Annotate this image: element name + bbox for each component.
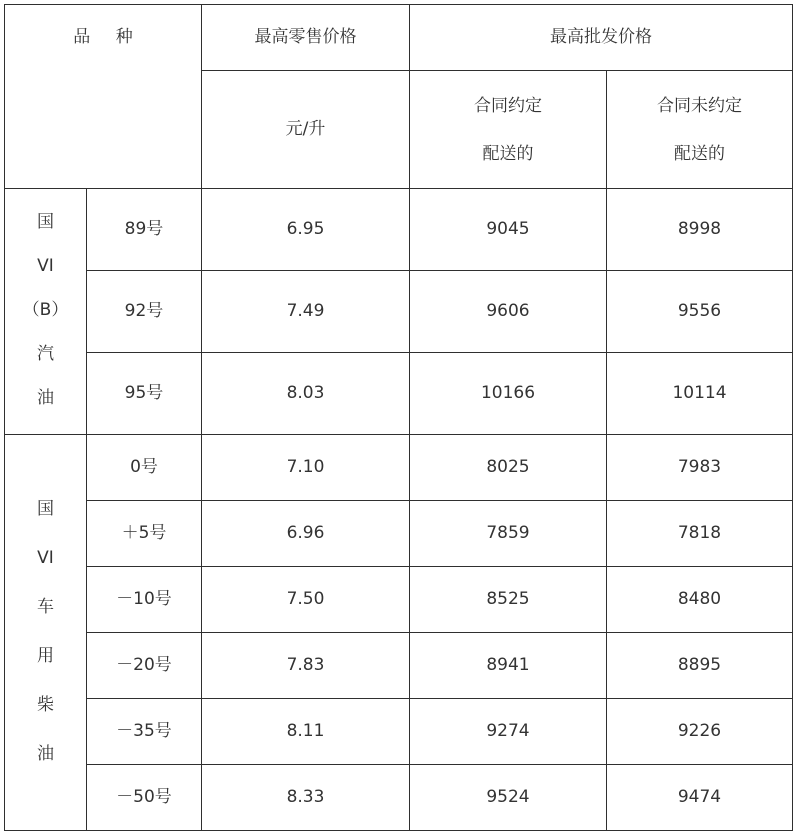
table-row: [5, 699, 793, 765]
unit-cell: 元/升: [202, 71, 410, 189]
group-label-char: 用: [37, 645, 54, 666]
variety-header: [5, 5, 202, 189]
no-contract-cell: 8998: [607, 189, 793, 271]
group-label-char: 国: [37, 498, 54, 519]
contract-cell: 9606: [410, 271, 607, 353]
grade-cell: －50号: [87, 765, 202, 831]
no-contract-line-2: 配送的: [674, 143, 725, 164]
group-label-char: 柴: [37, 694, 54, 715]
table-row: [5, 765, 793, 831]
group-label-char: VI: [37, 547, 54, 568]
group-label-char: 油: [37, 743, 54, 764]
contract-line-2: 配送的: [482, 143, 534, 164]
contract-cell: 9524: [410, 765, 607, 831]
retail-cell: 7.50: [202, 567, 410, 633]
fuel-price-table: [4, 4, 793, 831]
header-row-1: [5, 5, 793, 71]
no-contract-cell: 9226: [607, 699, 793, 765]
no-contract-delivery-header: [607, 71, 793, 189]
price-table-wrapper: [4, 4, 793, 831]
contract-cell: 10166: [410, 353, 607, 435]
table-row: [5, 435, 793, 501]
gasoline-group-label: [5, 189, 87, 435]
table-row: [5, 353, 793, 435]
table-row: [5, 501, 793, 567]
no-contract-cell: 7983: [607, 435, 793, 501]
grade-cell: ＋5号: [87, 501, 202, 567]
contract-cell: 8025: [410, 435, 607, 501]
group-label-char: （B）: [22, 300, 69, 321]
contract-cell: 9045: [410, 189, 607, 271]
table-row: [5, 189, 793, 271]
grade-cell: 92号: [87, 271, 202, 353]
grade-cell: －10号: [87, 567, 202, 633]
retail-cell: 7.49: [202, 271, 410, 353]
grade-cell: 95号: [87, 353, 202, 435]
group-label-char: 油: [36, 388, 54, 409]
contract-line-1: 合同约定: [474, 95, 542, 116]
contract-cell: 9274: [410, 699, 607, 765]
no-contract-cell: 7818: [607, 501, 793, 567]
no-contract-cell: 9474: [607, 765, 793, 831]
group-label-char: VI: [37, 256, 54, 277]
no-contract-cell: 8895: [607, 633, 793, 699]
no-contract-cell: 9556: [607, 271, 793, 353]
retail-cell: 8.11: [202, 699, 410, 765]
contract-delivery-header: [410, 71, 607, 189]
retail-cell: 7.10: [202, 435, 410, 501]
retail-cell: 6.96: [202, 501, 410, 567]
diesel-group-label: [5, 435, 87, 831]
group-label-char: 国: [36, 212, 54, 233]
table-row: [5, 633, 793, 699]
contract-cell: 8941: [410, 633, 607, 699]
table-row: [5, 271, 793, 353]
variety-header-label: 品 种: [73, 27, 143, 47]
retail-cell: 6.95: [202, 189, 410, 271]
wholesale-price-header: 最高批发价格: [410, 5, 793, 71]
group-label-char: 汽: [36, 344, 54, 365]
grade-cell: －35号: [87, 699, 202, 765]
group-label-char: 车: [37, 596, 54, 617]
grade-cell: －20号: [87, 633, 202, 699]
retail-price-header: 最高零售价格: [202, 5, 410, 71]
grade-cell: 89号: [87, 189, 202, 271]
retail-cell: 7.83: [202, 633, 410, 699]
contract-cell: 8525: [410, 567, 607, 633]
retail-cell: 8.33: [202, 765, 410, 831]
grade-cell: 0号: [87, 435, 202, 501]
no-contract-cell: 8480: [607, 567, 793, 633]
table-row: [5, 567, 793, 633]
retail-cell: 8.03: [202, 353, 410, 435]
no-contract-cell: 10114: [607, 353, 793, 435]
contract-cell: 7859: [410, 501, 607, 567]
no-contract-line-1: 合同未约定: [657, 95, 742, 116]
